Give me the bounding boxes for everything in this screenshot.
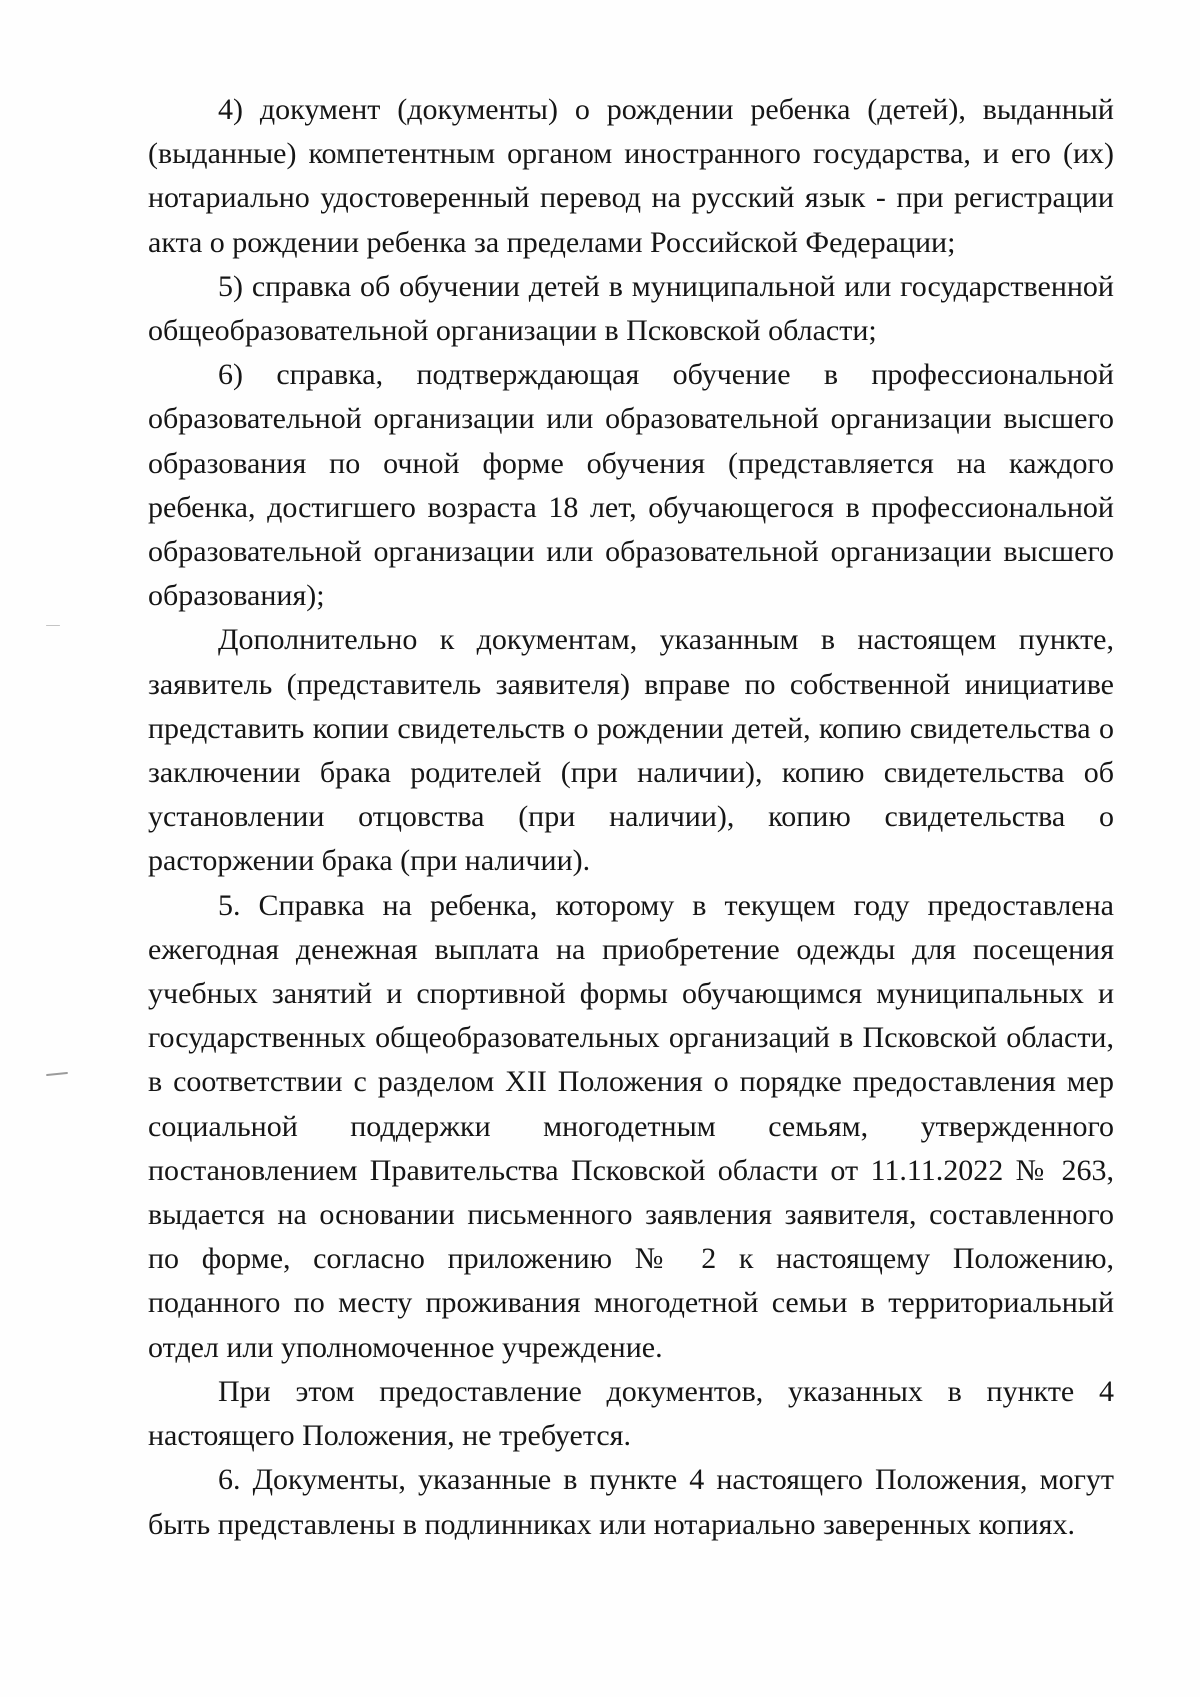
scan-mark: [46, 1072, 68, 1076]
paragraph-additional-documents: Дополнительно к документам, указанным в настоящем пункте, заявитель (представитель заявителя) вправе по собственной инициативе представить копии свидетельств о рождении детей, копию свидетельства о заключении брака родителей (при наличии), копию свидетельства об установлении отцовства (при наличии), копию свидетельства о расторжении брака (при наличии).: [148, 623, 1114, 878]
paragraph-clause-5: 5. Справка на ребенка, которому в текущем году предоставлена ежегодная денежная выплата на приобретение одежды для посещения учебных занятий и спортивной формы обучающимся муниципальных и государственных общеобразовательных организаций в Псковской области, в соответствии с разделом XII Положения о порядке предоставления мер социальной поддержки многодетным семьям, утвержденного постановлением Правительства Псковской области от 11.11.2022 № 263, выдается на основании письменного заявления заявителя, составленного по форме, согласно приложению № 2 к настоящему Положению, поданного по месту проживания многодетной семьи в территориальный отдел или уполномоченное учреждение.: [148, 888, 1114, 1364]
paragraph-item-5: 5) справка об обучении детей в муниципальной или государственной общеобразовательной организации в Псковской области;: [148, 269, 1114, 348]
paragraph-item-6: 6) справка, подтверждающая обучение в профессиональной образовательной организации или образовательной организации высшего образования по очной форме обучения (представляется на каждого ребенка, достигшего возраста 18 лет, обучающегося в профессиональной образовательной организации или образовательной организации высшего образования);: [148, 358, 1114, 613]
paragraph-clause-5-note: При этом предоставление документов, указанных в пункте 4 настоящего Положения, не требуется.: [148, 1374, 1114, 1453]
paragraph-item-4: 4) документ (документы) о рождении ребенка (детей), выданный (выданные) компетентным органом иностранного государства, и его (их) нотариально удостоверенный перевод на русский язык - при регистрации акта о рождении ребенка за пределами Российской Федерации;: [148, 93, 1114, 259]
scan-mark: [46, 625, 60, 626]
document-body: [148, 88, 1114, 1547]
paragraph-clause-6: 6. Документы, указанные в пункте 4 настоящего Положения, могут быть представлены в подлинниках или нотариально заверенных копиях.: [148, 1463, 1114, 1541]
